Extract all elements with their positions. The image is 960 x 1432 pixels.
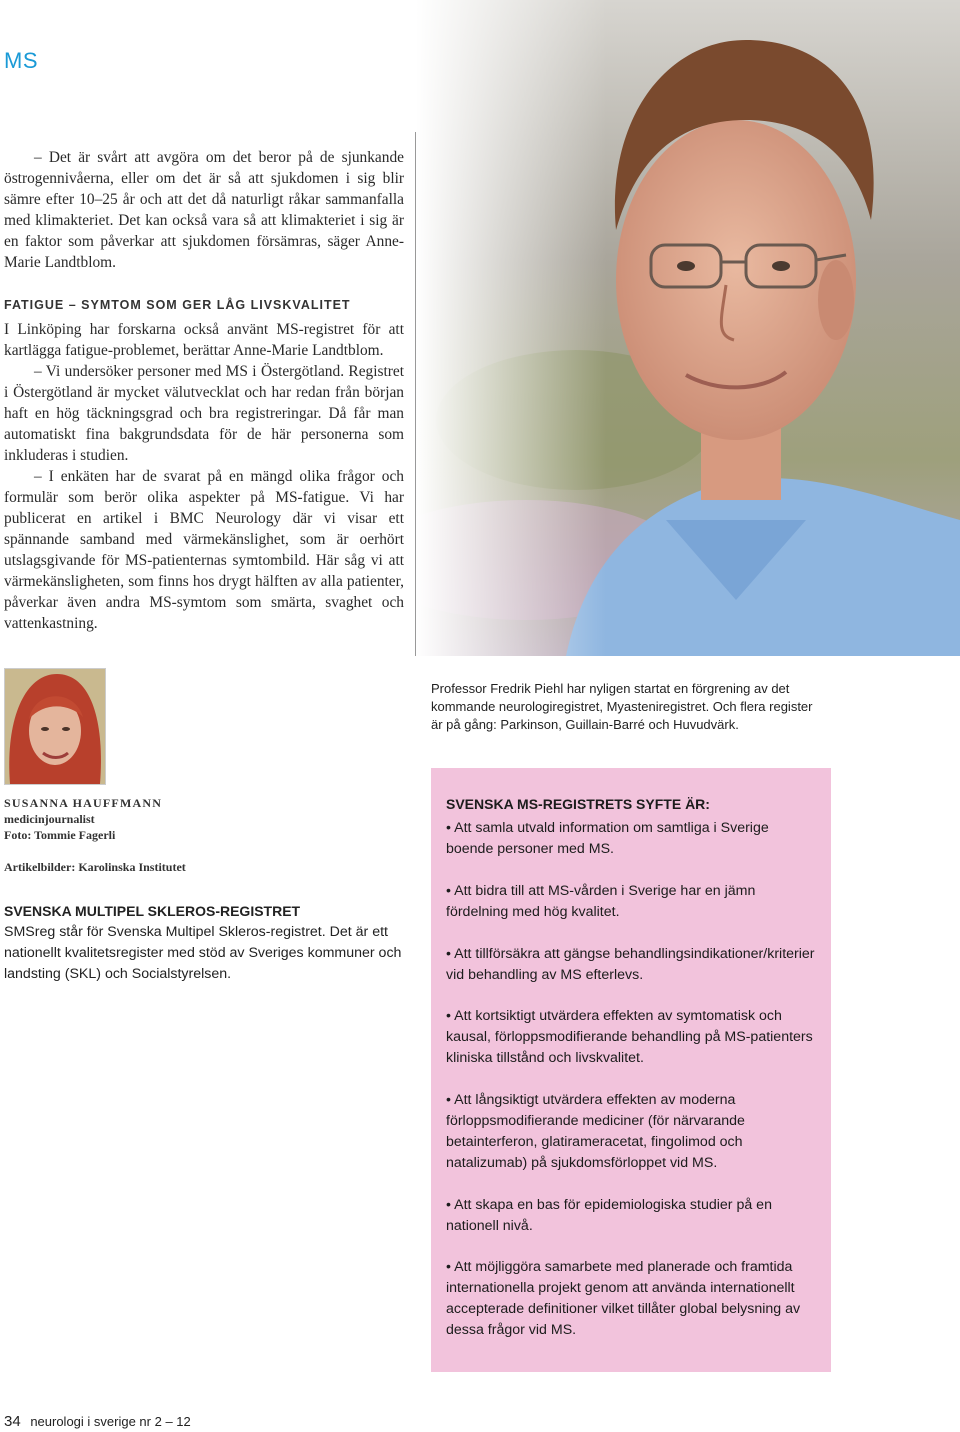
author-photo [4,668,106,785]
goal-item: • Att skapa en bas för epidemiologiska studier på en nationell nivå. [446,1197,772,1234]
goals-box [431,768,831,1372]
byline [4,795,186,875]
publication-name: neurologi i sverige nr 2 – 12 [30,1414,191,1429]
portrait-photo [416,0,960,656]
goal-item: • Att möjliggöra samarbete med planerade och framtida internationella projekt genom att använda internationellt accepterade definitioner vilket tillåter global belysning av dessa frågor vid MS. [446,1259,801,1338]
photo-credit: Foto: Tommie Fagerli [4,828,116,842]
factbox-heading: SVENSKA MULTIPEL SKLEROS-REGISTRET [4,903,301,919]
factbox-body: SMSreg står för Svenska Multipel Skleros-registret. Det är ett nationellt kvalitetsregister med stöd av Sveriges kommuner och landsting (SKL) och Socialstyrelsen. [4,924,402,982]
paragraph-2: I Linköping har forskarna också använt MS-registret för att kartlägga fatigue-problemet, berättar Anne-Marie Landtblom. [4,321,404,359]
author-name: SUSANNA HAUFFMANN [4,796,163,810]
photo-caption: Professor Fredrik Piehl har nyligen startat en förgrening av det kommande neurologiregistret, Myasteniregistret. Och flera register är på gång: Parkinson, Guillain-Barré och Huvudvärk. [431,681,813,732]
subheading: FATIGUE – SYMTOM SOM GER LÅG LIVSKVALITET [4,298,351,312]
goal-item: • Att kortsiktigt utvärdera effekten av symtomatisk och kausal, förloppsmodifierande behandling på MS-patienters kliniska tillstånd och livskvalitet. [446,1008,813,1066]
section-label: MS [4,48,38,73]
goal-item: • Att tillförsäkra att gängse behandlingsindikationer/kriterier vid behandling av MS efterlevs. [446,946,815,983]
author-role: medicinjournalist [4,812,95,826]
paragraph-1: – Det är svårt att avgöra om det beror på de sjunkande östrogennivåerna, eller om det är så att sjukdomen i sig blir sämre efter 10–25 år och att det då naturligt råkar sammanfalla med klimakteriet. Det kan också vara så att klimakteriet i sig är en faktor som påverkar att sjukdomen försämras, säger Anne-Marie Landtblom. [4,149,404,271]
goal-item: • Att bidra till att MS-vården i Sverige har en jämn fördelning med hög kvalitet. [446,883,756,920]
paragraph-3: – Vi undersöker personer med MS i Östergötland. Registret i Östergötland är mycket välutvecklat och har redan från början haft en hög täckningsgrad och bra registreringar. Då får man automatiskt fina bakgrundsdata för de här personerna som inkluderas i studien. [4,363,404,464]
image-credit: Artikelbilder: Karolinska Institutet [4,860,186,874]
page-number: 34 [4,1413,21,1430]
goal-item: • Att långsiktigt utvärdera effekten av moderna förloppsmodifierande mediciner (för närvarande betainterferon, glatirameracetat, fingolimod och natalizumab) på sjukdomsförloppet vid MS. [446,1092,745,1171]
article-body [4,147,404,634]
goal-item: • Att samla utvald information om samtliga i Sverige boende personer med MS. [446,820,769,857]
goals-heading: SVENSKA MS-REGISTRETS SYFTE ÄR: [446,796,710,812]
paragraph-4: – I enkäten har de svarat på en mängd olika frågor och formulär som berör olika aspekter på MS-fatigue. Vi har publicerat en artikel i BMC Neurology där vi visar ett spännande samband med värmekänslighet, som är oerhört utslagsgivande för MS-patienternas symtombild. Här såg vi att värmekänsligheten, som finns hos drygt hälften av alla patienter, påverkar även andra MS-symtom som smärta, svaghet och vattenkastning. [4,468,404,632]
page-footer [4,1413,191,1430]
